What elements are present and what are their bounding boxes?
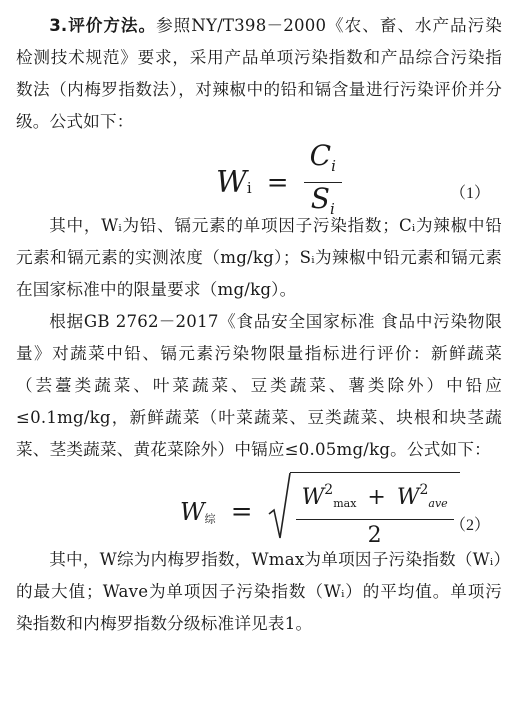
section-heading: 3.评价方法。 — [49, 16, 157, 35]
formula-2-lhs-sub: 综 — [204, 512, 216, 526]
square-root-body — [290, 472, 460, 552]
formula-1-number: （1） — [449, 185, 490, 202]
formula-2-lhs: W — [180, 498, 205, 526]
paragraph-definitions-2: 其中，W综为内梅罗指数，Wmax为单项因子污染指数（Wᵢ）的最大值；Wave为单项因子污染指数（Wᵢ）的平均值。单项污染指数和内梅罗指数分级标准详见表1。 — [16, 550, 502, 633]
formula-1-numerator: $C_i$ — [309, 139, 336, 175]
radical-sign-icon — [268, 472, 292, 542]
formula-2-fraction — [296, 475, 454, 552]
paragraph-definitions-1: 其中，Wᵢ为铅、镉元素的单项因子污染指数；Cᵢ为辣椒中铅元素和镉元素的实测浓度（mg/kg）；Sᵢ为辣椒中铅元素和镉元素在国家标准中的限量要求（mg/kg）。 — [16, 216, 502, 299]
formula-2-number: （2） — [449, 517, 490, 534]
formula-1-expression — [216, 140, 342, 225]
paragraph-evaluation-method — [16, 10, 502, 138]
formula-1-lhs: W — [216, 165, 247, 200]
formula-2 — [16, 466, 502, 548]
formula-1-denominator: $S_i$ — [310, 182, 335, 218]
formula-1-lhs-sub: i — [246, 179, 252, 197]
paragraph-standard-reference: 根据GB 2762－2017《食品安全国家标准 食品中污染物限量》对蔬菜中铅、镉元素污染物限量指标进行评价：新鲜蔬菜（芸薹类蔬菜、叶菜蔬菜、豆类蔬菜、薯类除外）中铅应≤0.1mg/kg，新鲜蔬菜（叶菜蔬菜、豆类蔬菜、块根和块茎蔬菜、茎类蔬菜、黄花菜除外）中镉应≤0.05mg/kg。公式如下： — [16, 312, 502, 459]
formula-2-numerator: $W^2\max + W^2ave$ — [301, 482, 448, 510]
formula-1 — [16, 138, 502, 218]
formula-2-denominator: 2 — [367, 523, 382, 548]
formula-1-fraction — [304, 140, 342, 225]
formula-1-equals: = — [266, 167, 289, 198]
square-root — [268, 472, 460, 552]
document-page — [16, 10, 502, 640]
paragraph-text: 参照NY/T398－2000《农、畜、水产品污染检测技术规范》要求，采用产品单项污染指数和产品综合污染指数法（内梅罗指数法），对辣椒中的铅和镉含量进行污染评价并分级。公式如下： — [16, 16, 503, 131]
formula-2-expression — [180, 472, 460, 552]
formula-2-equals: = — [230, 497, 253, 527]
